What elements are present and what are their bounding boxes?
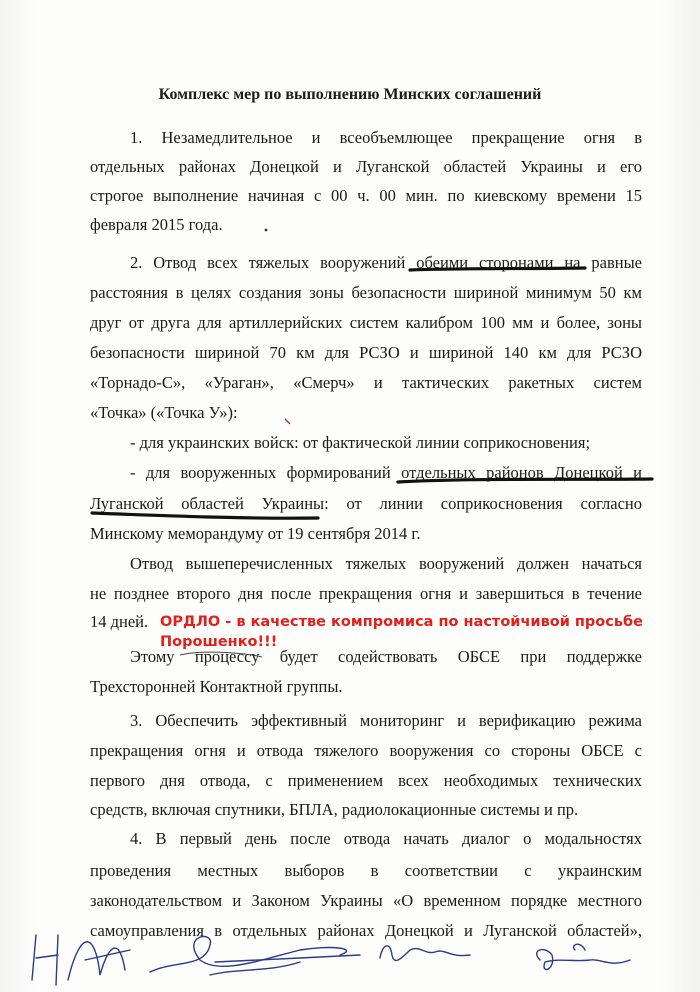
text-line: первого дня отвода, с применением всех необходимых технических	[90, 771, 642, 790]
text-line: законодательством и Законом Украины «О временном порядке местного	[90, 891, 642, 910]
document-title: Комплекс мер по выполнению Минских соглашений	[158, 86, 542, 103]
text-line: прекращения огня и отвода тяжелого вооружения со стороны ОБСЕ с	[90, 741, 642, 760]
text-line: Минскому меморандуму от 19 сентября 2014 г.	[90, 524, 421, 543]
text-line: февраля 2015 года.	[90, 215, 223, 234]
red-annotation	[160, 612, 643, 652]
text-line: Отвод вышеперечисленных тяжелых вооружений должен начаться	[130, 554, 642, 573]
text-line: безопасности шириной 70 км для РСЗО и шириной 140 км для РСЗО	[90, 343, 642, 362]
text-line: 14 дней.	[90, 612, 149, 631]
text-line: 3. Обеспечить эффективный мониторинг и верификацию режима	[130, 711, 642, 730]
signatures	[32, 935, 630, 985]
text-line: «Точка» («Точка У»):	[90, 403, 238, 422]
text-line: «Торнадо-С», «Ураган», «Смерч» и тактических ракетных систем	[90, 373, 642, 392]
text-line: Трехсторонней Контактной группы.	[90, 677, 343, 696]
text-line: друг от друга для артиллерийских систем калибром 100 мм и более, зоны	[90, 313, 642, 332]
text-line: средств, включая спутники, БПЛА, радиолокационные системы и пр.	[90, 800, 579, 819]
text-line: - для украинских войск: от фактической линии соприкосновения;	[130, 433, 591, 452]
text-line: Луганской областей Украины: от линии соприкосновения согласно	[90, 494, 642, 513]
text-line: 4. В первый день после отвода начать диалог о модальностях	[130, 829, 642, 848]
text-line: 2. Отвод всех тяжелых вооружений обеими сторонами на равные	[130, 253, 642, 272]
text-line: самоуправления в отдельных районах Донецкой и Луганской областей»,	[90, 921, 642, 940]
text-line: - для вооруженных формирований отдельных районов Донецкой и	[130, 463, 642, 482]
text-line: не позднее второго дня после прекращения огня и завершиться в течение	[90, 584, 642, 603]
text-line: 1. Незамедлительное и всеобъемлющее прекращение огня в	[130, 128, 642, 147]
text-line: отдельных районах Донецкой и Луганской областей Украины и его	[90, 157, 642, 176]
text-line: строгое выполнение начиная с 00 ч. 00 мин. по киевскому времени 15	[90, 186, 642, 205]
text-line: Этому процессу будет содействовать ОБСЕ при поддержке	[130, 647, 642, 666]
annotation-line-2: Порошенко!!!	[160, 634, 278, 650]
text-line: расстояния в целях создания зоны безопасности шириной минимум 50 км	[90, 283, 642, 302]
annotation-line-1: ОРДЛО - в качестве компромиса по настойчивой просьбе	[160, 614, 643, 630]
text-line: проведения местных выборов в соответствии с украинским	[90, 861, 642, 880]
